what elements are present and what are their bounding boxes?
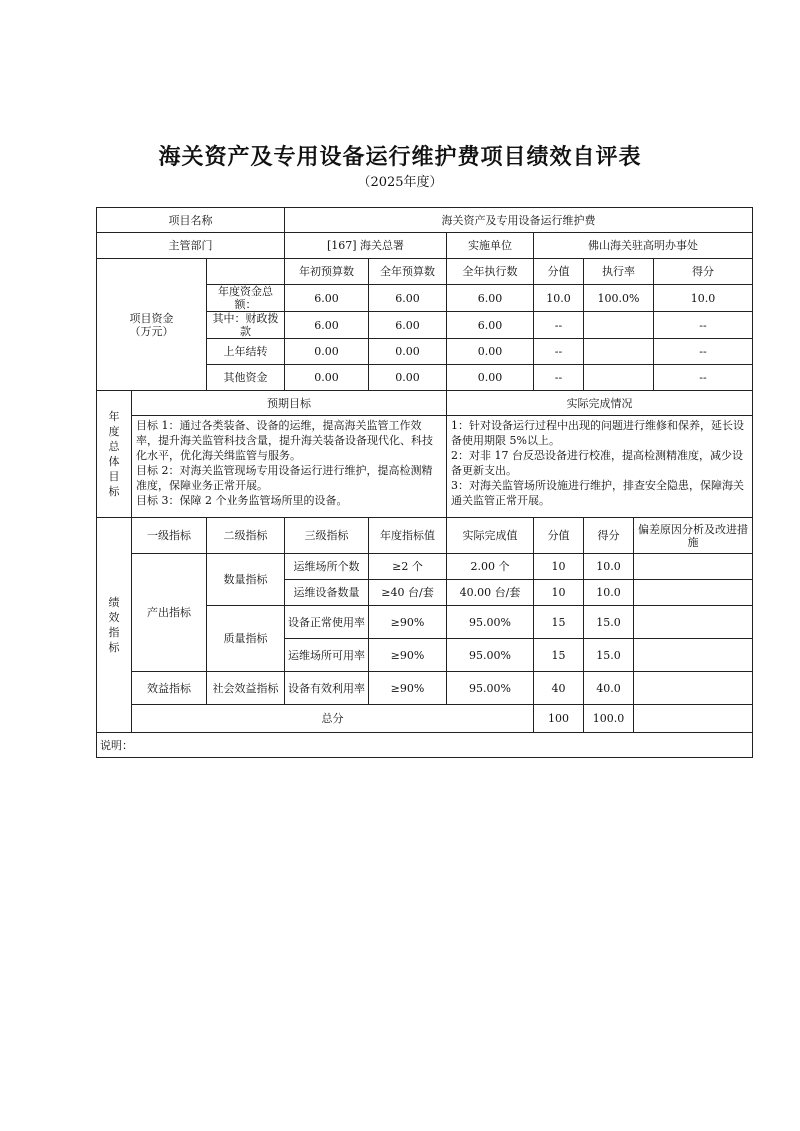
level2-social-benefit: 社会效益指标 xyxy=(207,672,285,705)
perf-header: 实际完成值 xyxy=(447,518,534,554)
impl-unit-label: 实施单位 xyxy=(447,233,534,259)
funds-cell xyxy=(584,312,654,339)
funds-header: 全年预算数 xyxy=(369,259,447,285)
funds-cell: 0.00 xyxy=(285,339,369,365)
level3: 设备有效利用率 xyxy=(285,672,369,705)
funds-cell: -- xyxy=(534,339,584,365)
funds-cell: 0.00 xyxy=(285,365,369,391)
result-item: 1：针对设备运行过程中出现的问题进行维修和保养，延长设备使用期限 5%以上。 xyxy=(451,419,744,447)
side-char: 标 xyxy=(108,641,120,654)
side-char: 目 xyxy=(108,470,120,483)
level3: 运维场所可用率 xyxy=(285,639,369,672)
funds-cell: -- xyxy=(654,339,753,365)
deviation-note xyxy=(634,580,753,606)
funds-cell: 100.0% xyxy=(584,285,654,312)
score: 15.0 xyxy=(584,639,634,672)
score-value: 10 xyxy=(534,554,584,580)
actual: 40.00 台/套 xyxy=(447,580,534,606)
goal-item: 目标 1：通过各类装备、设备的运维，提高海关监管工作效率，提升海关监管科技含量，提升海关装备设备现代化、科技化水平，优化海关缉监管与服务。 xyxy=(136,419,433,462)
deviation-note xyxy=(634,639,753,672)
total-value: 100 xyxy=(534,705,584,733)
side-char: 效 xyxy=(108,611,120,624)
score-value: 10 xyxy=(534,580,584,606)
funds-cell: -- xyxy=(654,312,753,339)
funds-row-label: 其中：财政拨款 xyxy=(207,312,285,339)
score: 15.0 xyxy=(584,606,634,639)
funds-cell xyxy=(584,365,654,391)
funds-cell: 0.00 xyxy=(447,339,534,365)
expected-goals-header: 预期目标 xyxy=(132,391,447,416)
funds-cell: -- xyxy=(654,365,753,391)
deviation-note xyxy=(634,672,753,705)
funds-cell: 6.00 xyxy=(369,312,447,339)
funds-cell: 6.00 xyxy=(369,285,447,312)
dept-value: [167] 海关总署 xyxy=(285,233,447,259)
target: ≥90% xyxy=(369,606,447,639)
project-name-value: 海关资产及专用设备运行维护费 xyxy=(285,208,753,233)
level3: 设备正常使用率 xyxy=(285,606,369,639)
perf-header: 分值 xyxy=(534,518,584,554)
score: 10.0 xyxy=(584,580,634,606)
funds-cell: -- xyxy=(534,312,584,339)
actual-results-text xyxy=(447,416,753,518)
perf-header: 二级指标 xyxy=(207,518,285,554)
side-char: 标 xyxy=(108,485,120,498)
funds-header-blank xyxy=(207,259,285,285)
total-label: 总分 xyxy=(132,705,534,733)
deviation-note xyxy=(634,606,753,639)
side-char: 指 xyxy=(108,626,120,639)
score-value: 15 xyxy=(534,606,584,639)
funds-label-line1: 项目资金 xyxy=(129,311,174,325)
perf-header: 三级指标 xyxy=(285,518,369,554)
level2-quality: 质量指标 xyxy=(207,606,285,672)
total-note xyxy=(634,705,753,733)
level2-quantity: 数量指标 xyxy=(207,554,285,606)
funds-row-label: 上年结转 xyxy=(207,339,285,365)
actual: 95.00% xyxy=(447,606,534,639)
page-subtitle: （2025年度） xyxy=(357,175,443,190)
funds-cell: 0.00 xyxy=(447,365,534,391)
perf-header: 一级指标 xyxy=(132,518,207,554)
actual: 95.00% xyxy=(447,639,534,672)
funds-cell: 6.00 xyxy=(285,285,369,312)
target: ≥90% xyxy=(369,639,447,672)
funds-cell: 10.0 xyxy=(534,285,584,312)
score: 10.0 xyxy=(584,554,634,580)
funds-cell: 0.00 xyxy=(369,339,447,365)
side-char: 度 xyxy=(108,425,120,438)
funds-cell: 10.0 xyxy=(654,285,753,312)
side-char: 年 xyxy=(108,410,120,423)
result-item: 2：对非 17 台反恐设备进行校准，提高检测精准度，减少设备更新支出。 xyxy=(451,449,743,477)
deviation-note xyxy=(634,554,753,580)
dept-label: 主管部门 xyxy=(97,233,285,259)
goal-item: 目标 3：保障 2 个业务监管场所里的设备。 xyxy=(136,494,348,507)
funds-row-label: 年度资金总额： xyxy=(207,285,285,312)
total-score: 100.0 xyxy=(584,705,634,733)
funds-header: 年初预算数 xyxy=(285,259,369,285)
funds-row-label: 其他资金 xyxy=(207,365,285,391)
funds-header: 全年执行数 xyxy=(447,259,534,285)
goal-item: 目标 2：对海关监管现场专用设备运行进行维护，提高检测精准度，保障业务正常开展。 xyxy=(136,464,433,492)
score: 40.0 xyxy=(584,672,634,705)
funds-cell: 0.00 xyxy=(369,365,447,391)
level3: 运维设备数量 xyxy=(285,580,369,606)
score-value: 15 xyxy=(534,639,584,672)
page-title: 海关资产及专用设备运行维护费项目绩效自评表 xyxy=(158,145,642,170)
side-char: 体 xyxy=(108,455,120,468)
perf-header: 得分 xyxy=(584,518,634,554)
result-item: 3：对海关监管场所设施进行维护，排查安全隐患，保障海关通关监管正常开展。 xyxy=(451,479,744,507)
funds-cell: 6.00 xyxy=(447,312,534,339)
impl-unit-value: 佛山海关驻高明办事处 xyxy=(534,233,753,259)
actual: 2.00 个 xyxy=(447,554,534,580)
score-value: 40 xyxy=(534,672,584,705)
funds-header: 分值 xyxy=(534,259,584,285)
target: ≥2 个 xyxy=(369,554,447,580)
funds-cell: 6.00 xyxy=(447,285,534,312)
level3: 运维场所个数 xyxy=(285,554,369,580)
expected-goals-text xyxy=(132,416,447,518)
annual-goals-side-label xyxy=(97,391,132,518)
funds-label-line2: （万元） xyxy=(129,324,174,338)
funds-label xyxy=(97,259,207,391)
funds-header: 执行率 xyxy=(584,259,654,285)
level1-benefit: 效益指标 xyxy=(132,672,207,705)
remark: 说明： xyxy=(97,733,753,758)
funds-cell xyxy=(584,339,654,365)
performance-side-label xyxy=(97,518,132,733)
actual-results-header: 实际完成情况 xyxy=(447,391,753,416)
funds-cell: -- xyxy=(534,365,584,391)
target: ≥90% xyxy=(369,672,447,705)
side-char: 绩 xyxy=(108,596,120,609)
side-char: 总 xyxy=(108,440,120,453)
actual: 95.00% xyxy=(447,672,534,705)
funds-header: 得分 xyxy=(654,259,753,285)
project-name-label: 项目名称 xyxy=(97,208,285,233)
target: ≥40 台/套 xyxy=(369,580,447,606)
funds-cell: 6.00 xyxy=(285,312,369,339)
level1-output: 产出指标 xyxy=(132,554,207,672)
performance-evaluation-table xyxy=(96,207,753,758)
perf-header: 偏差原因分析及改进措施 xyxy=(634,518,753,554)
perf-header: 年度指标值 xyxy=(369,518,447,554)
